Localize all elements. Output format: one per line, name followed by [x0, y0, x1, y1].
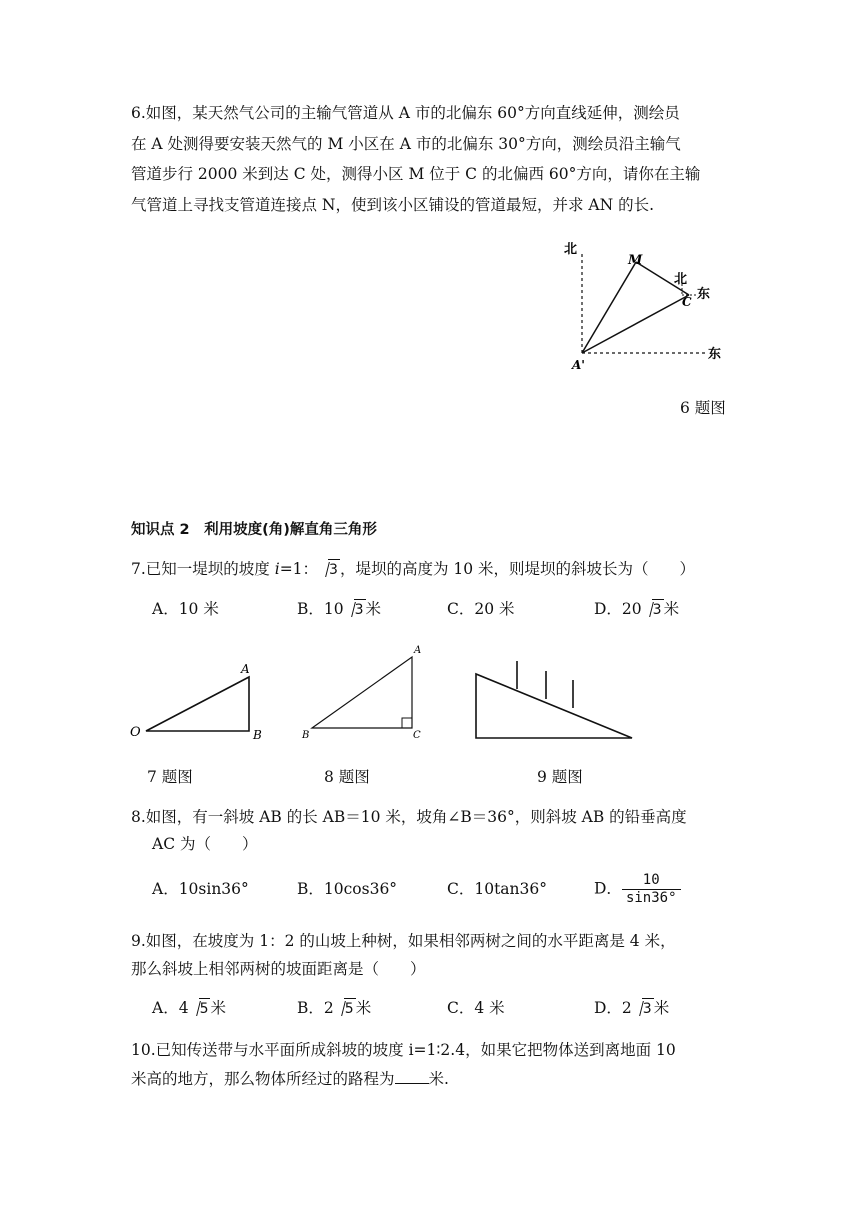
q6-line-4: 气管道上寻找支管道连接点 N，使到该小区铺设的管道最短，并求 AN 的长.: [131, 196, 655, 214]
q10-line-1: 10.已知传送带与水平面所成斜坡的坡度 i=1∶2.4，如果它把物体送到离地面 10: [131, 1041, 676, 1059]
fig7-a-label: A: [241, 662, 250, 676]
q7-caption: 7 题图: [147, 768, 193, 786]
fig6-north-c-label: 北: [674, 272, 688, 287]
q9-option-a: A．4 5 米: [152, 999, 226, 1017]
q8-line-2: AC 为（ ）: [152, 835, 258, 853]
q7-option-d: D．20 3 米: [594, 600, 680, 618]
q7-option-b: B．10 3 米: [297, 600, 382, 618]
q8-caption: 8 题图: [324, 768, 370, 786]
fig8-c-label: C: [413, 730, 421, 741]
q6-caption: 6 题图: [680, 399, 726, 417]
q7-suffix: ，堤坝的高度为 10 米，则堤坝的斜坡长为（ ）: [339, 560, 696, 578]
q9-caption: 9 题图: [537, 768, 583, 786]
q7-figure: [128, 658, 268, 748]
q7-option-c: C．20 米: [447, 600, 515, 618]
q9-line-1: 9.如图，在坡度为 1：2 的山坡上种树，如果相邻两树之间的水平距离是 4 米，: [131, 932, 676, 950]
fig6-a-label: A': [572, 358, 585, 372]
fig6-c-label: C: [682, 295, 692, 309]
q7-stem: [131, 559, 695, 580]
q8-option-c: C．10tan36°: [447, 880, 548, 898]
q8-option-a: A．10sin36°: [152, 880, 249, 898]
q6-line-2: 在 A 处测得要安装天然气的 M 小区在 A 市的北偏东 30°方向，测绘员沿主输气: [131, 135, 681, 153]
section-heading: 知识点 2 利用坡度(角)解直角三角形: [131, 522, 377, 538]
q9-line-2: 那么斜坡上相邻两树的坡面距离是（ ）: [131, 960, 426, 978]
fig6-north-label: 北: [564, 242, 578, 257]
q6-line-3: 管道步行 2000 米到达 C 处，测得小区 M 位于 C 的北偏西 60°方向，请你在主输: [131, 165, 701, 183]
q10-answer-blank[interactable]: [395, 1067, 429, 1084]
q7-eq: =1：: [279, 560, 319, 578]
q8-figure: [298, 640, 438, 745]
q9-option-d: D．2 3 米: [594, 999, 670, 1017]
q7-option-a: A．10 米: [152, 600, 219, 618]
q7-prefix: 7.已知一堤坝的坡度: [131, 560, 275, 578]
q10-line-2: 米高的地方，那么物体所经过的路程为 米.: [131, 1067, 449, 1089]
fig8-b-label: B: [302, 730, 310, 741]
fig6-east-label: 东: [708, 347, 722, 362]
q9-option-b: B．2 5 米: [297, 999, 372, 1017]
q8-option-b: B．10cos36°: [297, 880, 398, 898]
q8-line-1: 8.如图，有一斜坡 AB 的长 AB＝10 米，坡角∠B＝36°，则斜坡 AB 的铅垂高度: [131, 808, 687, 826]
q7-sqrt: 3: [319, 559, 340, 580]
q8-option-d-fraction: $\frac{10}{\sin 36^\circ}$: [622, 873, 681, 906]
q9-option-c: C．4 米: [447, 999, 505, 1017]
q6-line-1: 6.如图，某天然气公司的主输气管道从 A 市的北偏东 60°方向直线延伸，测绘员: [131, 104, 680, 122]
fig6-east-c-label: 东: [697, 287, 711, 302]
q9-figure: [470, 655, 640, 745]
q7-i: i: [274, 560, 280, 578]
q6-figure: [560, 236, 730, 376]
fig8-a-label: A: [414, 645, 422, 656]
fig7-b-label: B: [253, 728, 262, 742]
fig7-o-label: O: [130, 725, 141, 740]
q8-option-d: D． $\frac{10}{\sin 36^\circ}$: [594, 873, 681, 906]
fig6-m-label: M: [628, 253, 643, 268]
